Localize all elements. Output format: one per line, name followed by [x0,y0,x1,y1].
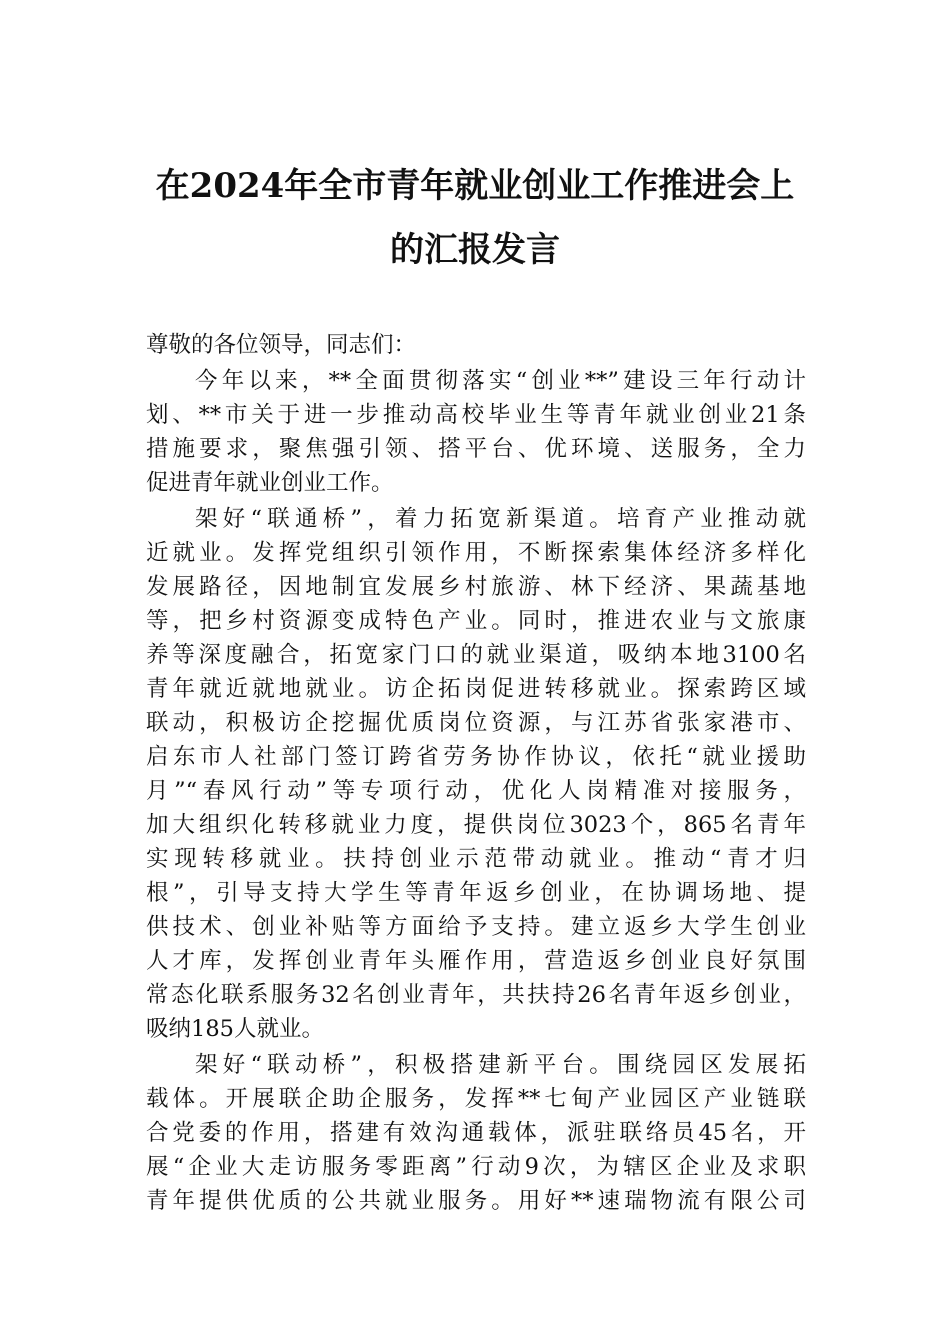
paragraph-line: 养等深度融合，拓宽家门口的就业渠道，吸纳本地3100名 [146,642,806,668]
paragraph-line: 月”“春风行动”等专项行动，优化人岗精准对接服务， [146,778,806,804]
paragraph-line: 常态化联系服务32名创业青年，共扶持26名青年返乡创业， [146,982,806,1008]
paragraph-line: 近就业。发挥党组织引领作用，不断探索集体经济多样化 [146,540,806,566]
paragraph-line: 青年提供优质的公共就业服务。用好**速瑞物流有限公司 [146,1188,806,1214]
paragraph-line: 促进青年就业创业工作。 [146,470,394,496]
paragraph-line: 加大组织化转移就业力度，提供岗位3023个，865名青年 [146,812,806,838]
paragraph-line: 联动，积极访企挖掘优质岗位资源，与江苏省张家港市、 [146,710,806,736]
paragraph-line: 载体。开展联企助企服务，发挥**七甸产业园区产业链联 [146,1086,806,1112]
paragraph-line: 启东市人社部门签订跨省劳务协作协议，依托“就业援助 [146,744,806,770]
paragraph-line: 措施要求，聚焦强引领、搭平台、优环境、送服务，全力 [146,436,806,462]
paragraph-line: 架好“联动桥”，积极搭建新平台。围绕园区发展拓 [195,1052,806,1078]
paragraph-line: 根”，引导支持大学生等青年返乡创业，在协调场地、提 [146,880,806,906]
salutation: 尊敬的各位领导，同志们： [146,332,417,358]
paragraph-line: 青年就近就地就业。访企拓岗促进转移就业。探索跨区域 [146,676,806,702]
document-title-line-1: 在2024年全市青年就业创业工作推进会上 [155,166,795,206]
paragraph-line: 展“企业大走访服务零距离”行动9次，为辖区企业及求职 [146,1154,806,1180]
paragraph-line: 合党委的作用，搭建有效沟通载体，派驻联络员45名，开 [146,1120,806,1146]
document-title-line-2: 的汇报发言 [390,230,560,270]
paragraph-line: 发展路径，因地制宜发展乡村旅游、林下经济、果蔬基地 [146,574,806,600]
paragraph-line: 人才库，发挥创业青年头雁作用，营造返乡创业良好氛围 [146,948,806,974]
paragraph-line: 等，把乡村资源变成特色产业。同时，推进农业与文旅康 [146,608,806,634]
paragraph-line: 划、**市关于进一步推动高校毕业生等青年就业创业21条 [146,402,806,428]
paragraph-line: 实现转移就业。扶持创业示范带动就业。推动“青才归 [146,846,806,872]
paragraph-line: 供技术、创业补贴等方面给予支持。建立返乡大学生创业 [146,914,806,940]
paragraph-line: 吸纳185人就业。 [146,1016,324,1042]
paragraph-line: 今年以来，**全面贯彻落实“创业**”建设三年行动计 [195,368,806,394]
paragraph-line: 架好“联通桥”，着力拓宽新渠道。培育产业推动就 [195,506,806,532]
